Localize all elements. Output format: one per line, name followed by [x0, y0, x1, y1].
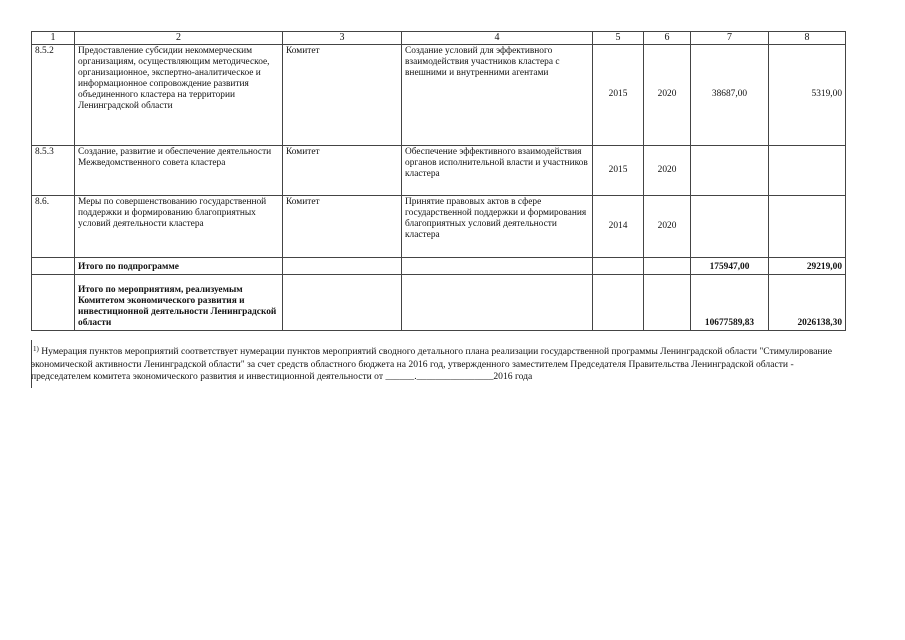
footnote — [31, 346, 843, 384]
column-number: 2 — [75, 32, 283, 45]
plan-table — [31, 31, 846, 331]
item-number: 8.6. — [32, 196, 75, 258]
grand-total-label: Итого по мероприятиям, реализуемым Комитетом экономического развития и инвестиционной деятельности Ленинградской области — [75, 275, 283, 331]
item-total-amount — [691, 146, 769, 196]
column-number: 1 — [32, 32, 75, 45]
item-executor: Комитет — [283, 45, 402, 146]
item-year-amount — [769, 196, 846, 258]
item-executor: Комитет — [283, 146, 402, 196]
item-result: Принятие правовых актов в сфере государственной поддержки и формирования благоприятных условий деятельности кластера — [402, 196, 593, 258]
item-result: Обеспечение эффективного взаимодействия органов исполнительной власти и участников кластера — [402, 146, 593, 196]
table-row — [32, 196, 846, 258]
subtotal-year: 29219,00 — [769, 258, 846, 275]
column-number: 8 — [769, 32, 846, 45]
item-total-amount: 38687,00 — [691, 45, 769, 146]
subtotal-label: Итого по подпрограмме — [75, 258, 283, 275]
item-number: 8.5.2 — [32, 45, 75, 146]
grand-total-total: 10677589,83 — [691, 275, 769, 331]
item-start-year: 2015 — [593, 45, 644, 146]
column-number: 5 — [593, 32, 644, 45]
item-name: Предоставление субсидии некоммерческим организациям, осуществляющим методическое, организационное, экспертно-аналитическое и информационное сопровождение развития объединенного кластера на территории Ленинградской области — [75, 45, 283, 146]
item-start-year: 2015 — [593, 146, 644, 196]
item-end-year: 2020 — [644, 196, 691, 258]
item-start-year: 2014 — [593, 196, 644, 258]
item-end-year: 2020 — [644, 146, 691, 196]
column-number: 3 — [283, 32, 402, 45]
item-end-year: 2020 — [644, 45, 691, 146]
item-name: Меры по совершенствованию государственной поддержки и формированию благоприятных условий деятельности кластера — [75, 196, 283, 258]
subtotal-total: 175947,00 — [691, 258, 769, 275]
grand-total-row — [32, 275, 846, 331]
column-number-row — [32, 32, 846, 45]
item-year-amount: 5319,00 — [769, 45, 846, 146]
footnote-marker: 1) — [33, 345, 39, 353]
item-name: Создание, развитие и обеспечение деятельности Межведомственного совета кластера — [75, 146, 283, 196]
table-row — [32, 146, 846, 196]
item-year-amount — [769, 146, 846, 196]
grand-total-year: 2026138,30 — [769, 275, 846, 331]
item-number: 8.5.3 — [32, 146, 75, 196]
column-number: 7 — [691, 32, 769, 45]
table-row — [32, 45, 846, 146]
item-result: Создание условий для эффективного взаимодействия участников кластера с внешними и внутренними агентами — [402, 45, 593, 146]
footnote-text: Нумерация пунктов мероприятий соответствует нумерации пунктов мероприятий сводного детального плана реализации государственной программы Ленинградской области "Стимулирование экономической активности Ленинградской области" за счет средств областного бюджета на 2016 год, утвержденного заместителем Председателя Правительства Ленинградской области - председателем комитета экономического развития и инвестиционной деятельности от ______.________________2016 года — [31, 346, 833, 383]
item-total-amount — [691, 196, 769, 258]
column-number: 6 — [644, 32, 691, 45]
item-executor: Комитет — [283, 196, 402, 258]
subtotal-row — [32, 258, 846, 275]
column-number: 4 — [402, 32, 593, 45]
